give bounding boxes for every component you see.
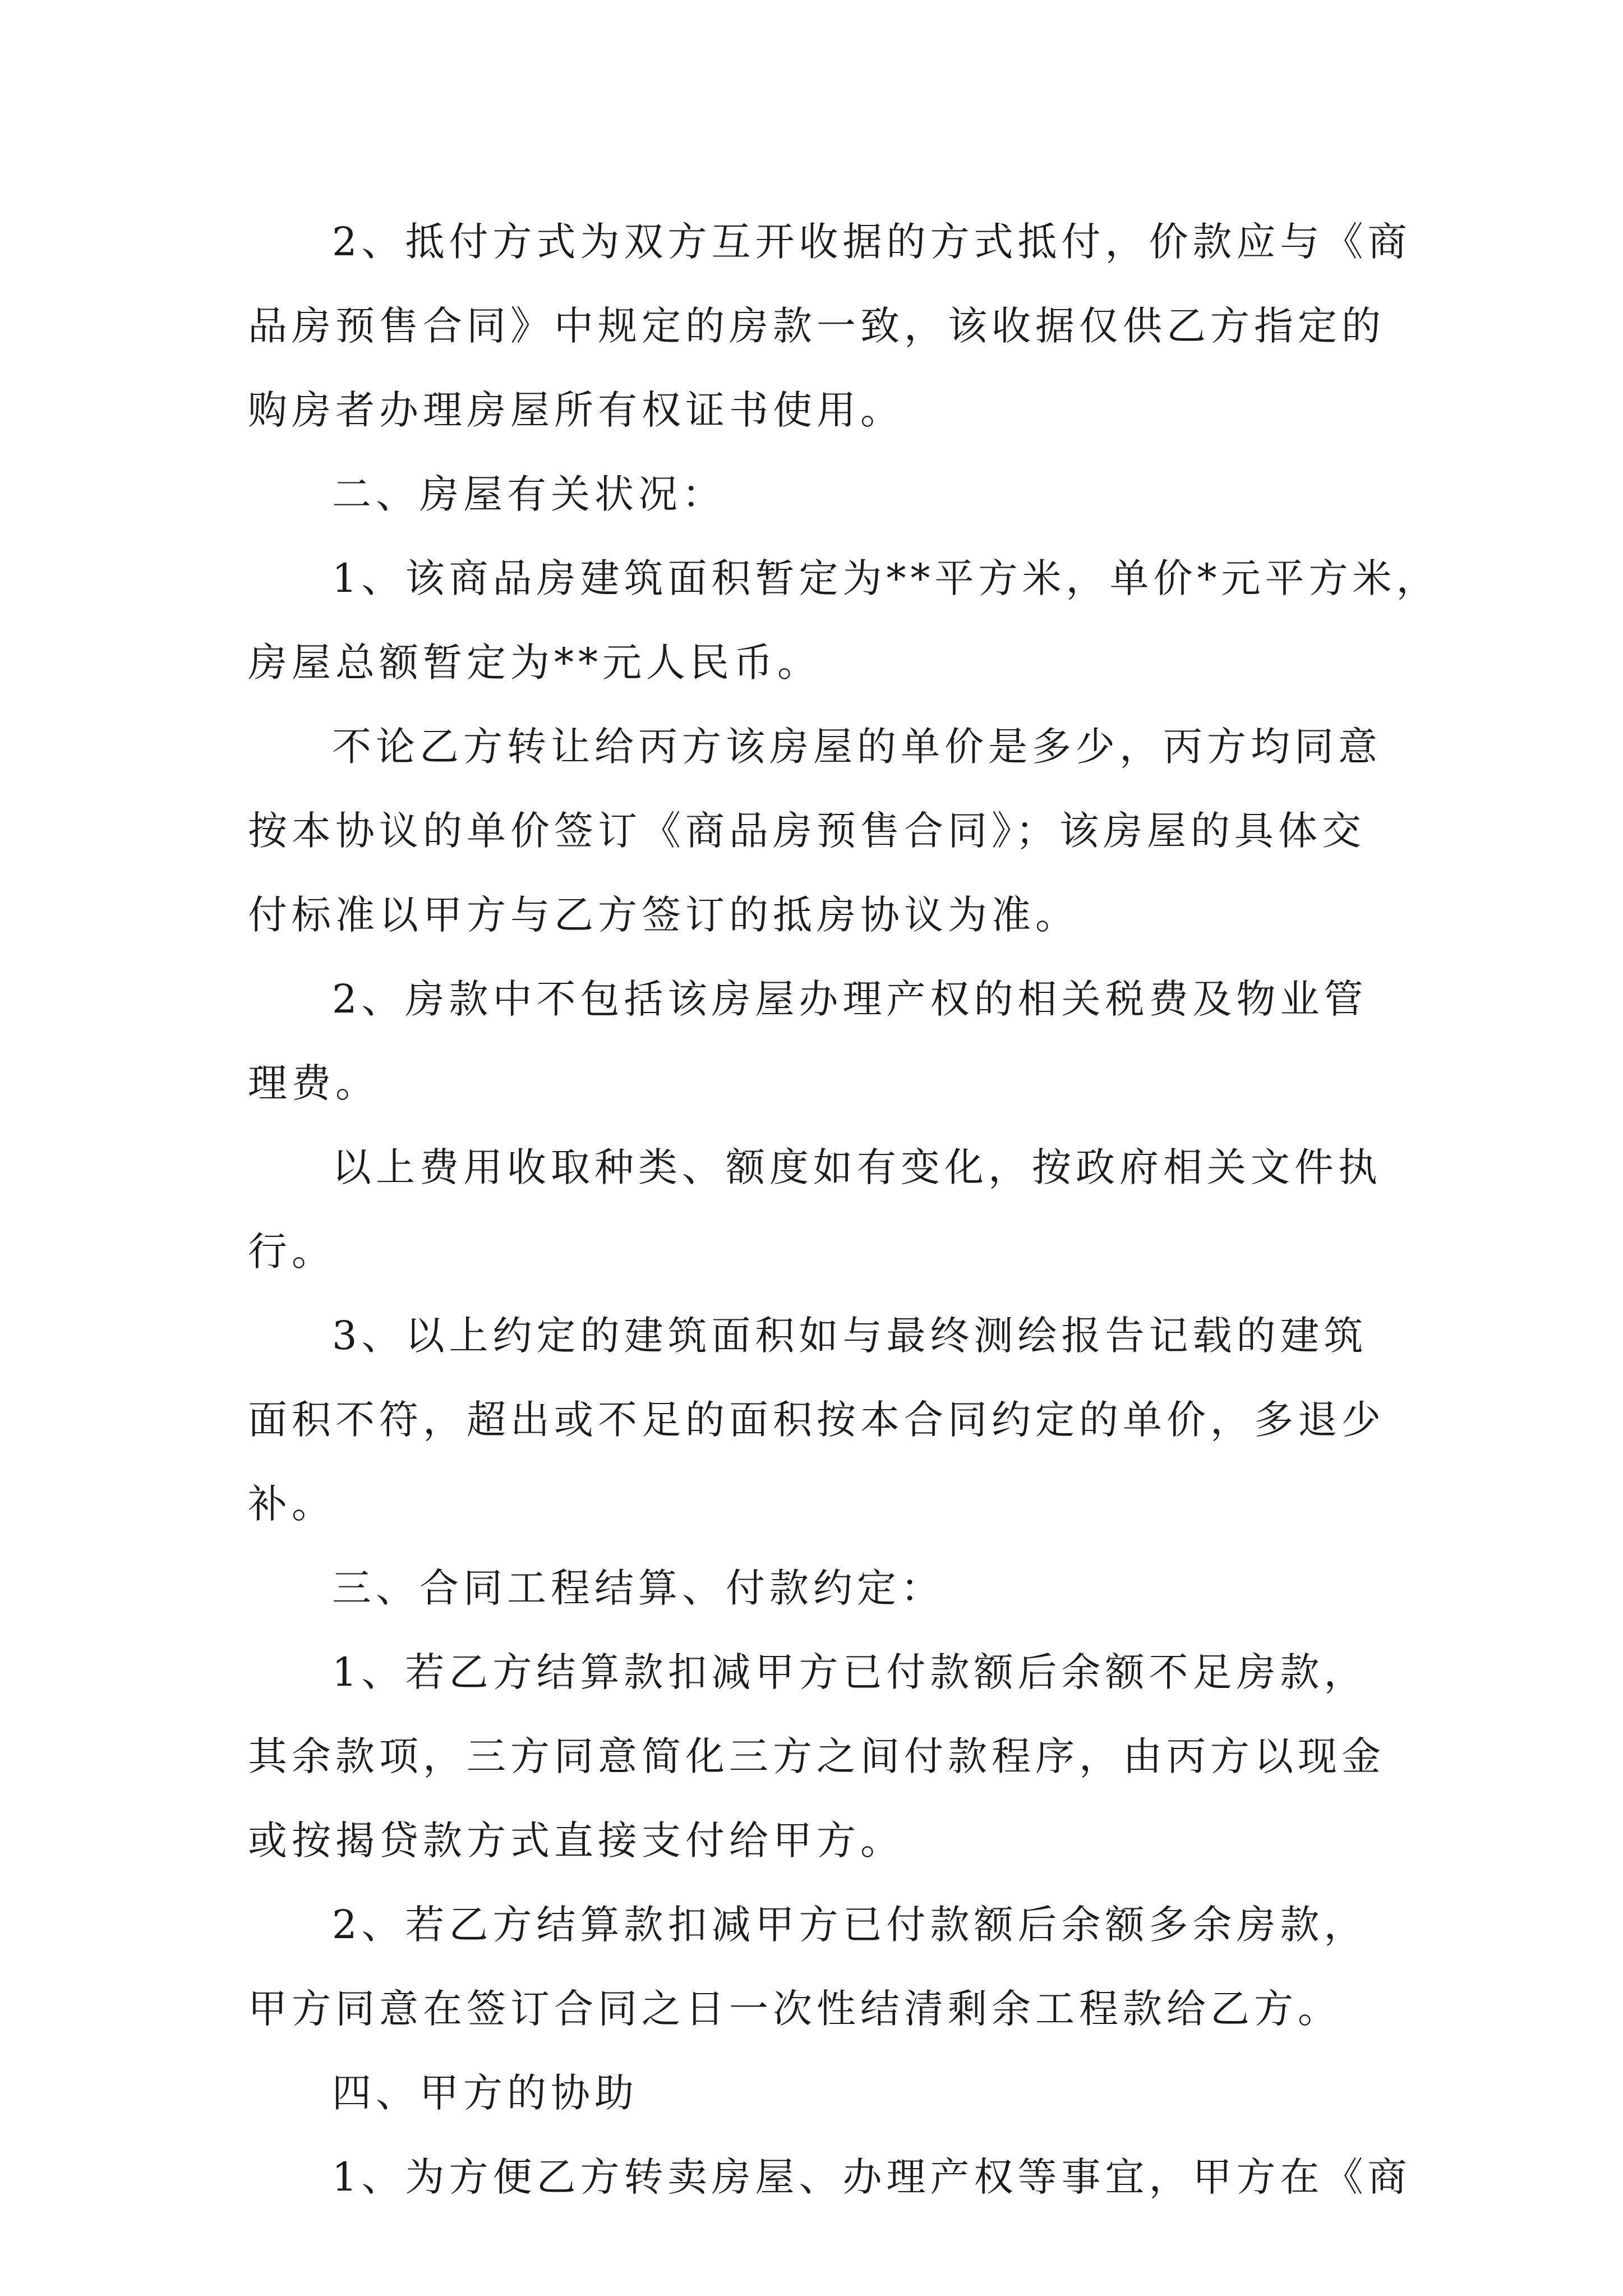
text-line: 购房者办理房屋所有权证书使用。 [248, 387, 904, 433]
text-line: 面积不符，超出或不足的面积按本合同约定的单价，多退少 [248, 1397, 1385, 1443]
text-line: 2、房款中不包括该房屋办理产权的相关税费及物业管 [332, 976, 1368, 1022]
text-line: 补。 [248, 1481, 335, 1527]
text-line: 付标准以甲方与乙方签订的抵房协议为准。 [248, 892, 1079, 938]
text-line: 1、该商品房建筑面积暂定为**平方米，单价*元平方米， [332, 555, 1440, 601]
text-line: 理费。 [248, 1060, 379, 1106]
text-line: 或按揭贷款方式直接支付给甲方。 [248, 1818, 904, 1864]
text-line: 品房预售合同》中规定的房款一致，该收据仅供乙方指定的 [248, 303, 1385, 349]
text-line: 1、为方便乙方转卖房屋、办理产权等事宜，甲方在《商 [332, 2154, 1412, 2200]
text-line: 房屋总额暂定为**元人民币。 [248, 639, 821, 685]
text-line: 以上费用收取种类、额度如有变化，按政府相关文件执 [332, 1144, 1382, 1190]
section-heading: 二、房屋有关状况： [332, 471, 726, 517]
section-heading: 三、合同工程结算、付款约定： [332, 1565, 944, 1611]
text-line: 行。 [248, 1228, 335, 1274]
text-line: 不论乙方转让给丙方该房屋的单价是多少，丙方均同意 [332, 724, 1382, 770]
section-heading: 四、甲方的协助 [332, 2070, 638, 2116]
text-line: 1、若乙方结算款扣减甲方已付款额后余额不足房款， [332, 1649, 1368, 1695]
text-line: 3、以上约定的建筑面积如与最终测绘报告记载的建筑 [332, 1313, 1368, 1359]
text-line: 其余款项，三方同意简化三方之间付款程序，由丙方以现金 [248, 1733, 1385, 1779]
text-line: 2、抵付方式为双方互开收据的方式抵付，价款应与《商 [332, 219, 1412, 265]
text-line: 甲方同意在签订合同之日一次性结清剩余工程款给乙方。 [248, 1986, 1341, 2032]
text-line: 按本协议的单价签订《商品房预售合同》；该房屋的具体交 [248, 808, 1366, 854]
text-line: 2、若乙方结算款扣减甲方已付款额后余额多余房款， [332, 1902, 1368, 1948]
